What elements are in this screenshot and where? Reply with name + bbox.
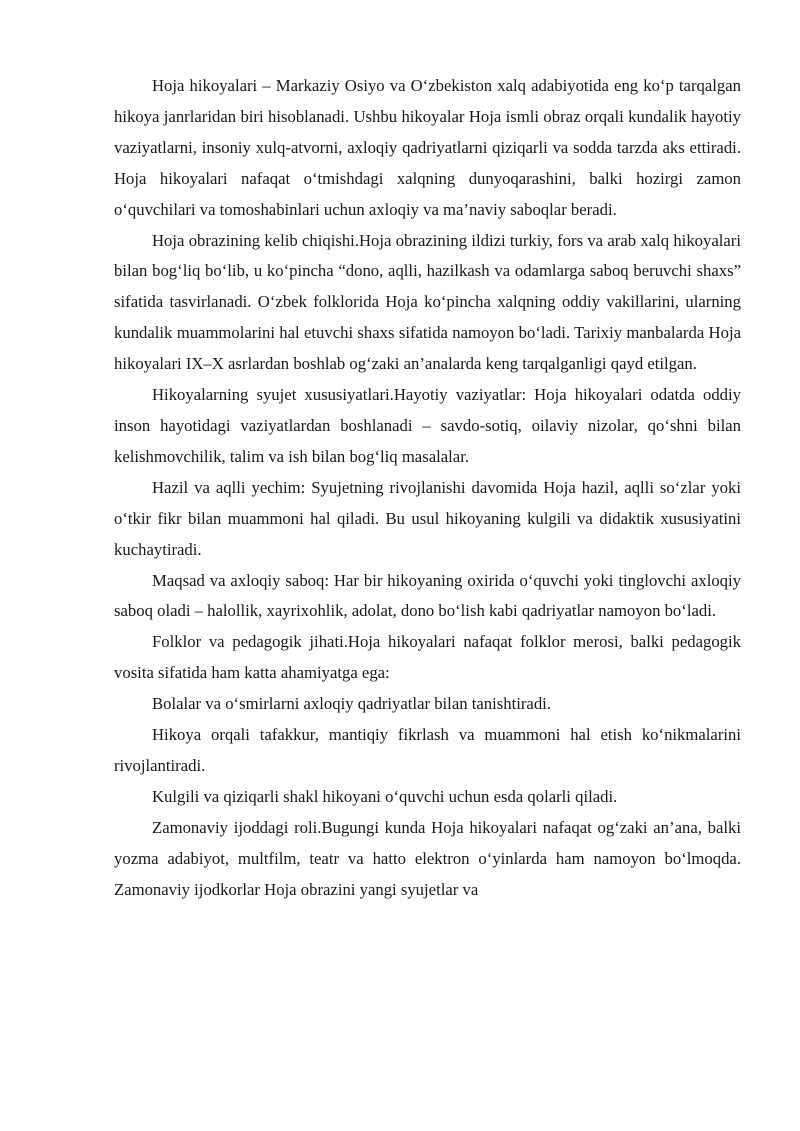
document-body	[114, 71, 741, 905]
paragraph-intro: Hoja hikoyalari – Markaziy Osiyo va O‘zbekiston xalq adabiyotida eng ko‘p tarqalgan hikoya janrlaridan biri hisoblanadi. Ushbu hikoyalar Hoja ismli obraz orqali kundalik hayotiy vaziyatlarni, insoniy xulq-atvorni, axloqiy qadriyatlarni qiziqarli va sodda tarzda aks ettiradi. Hoja hikoyalari nafaqat o‘tmishdagi xalqning dunyoqarashini, balki hozirgi zamon o‘quvchilari va tomoshabinlari uchun axloqiy va ma’naviy saboqlar beradi.	[114, 76, 741, 219]
paragraph-memorable-form: Kulgili va qiziqarli shakl hikoyani o‘quvchi uchun esda qolarli qiladi.	[152, 786, 618, 806]
paragraph-origin: Hoja obrazining kelib chiqishi.Hoja obrazining ildizi turkiy, fors va arab xalq hikoyalari bilan bog‘liq bo‘lib, u ko‘pincha “dono, aqlli, hazilkash va odamlarga saboq beruvchi shaxs” sifatida tasvirlanadi. O‘zbek folklorida Hoja ko‘pincha xalqning oddiy vakillarini, ularning kundalik muammolarini hal etuvchi shaxs sifatida namoyon bo‘ladi. Tarixiy manbalarda Hoja hikoyalari IX–X asrlardan boshlab og‘zaki an’analarda keng tarqalganligi qayd etilgan.	[114, 230, 741, 374]
paragraph-folklore-pedagogy: Folklor va pedagogik jihati.Hoja hikoyalari nafaqat folklor merosi, balki pedagogik vosita sifatida ham katta ahamiyatga ega:	[114, 632, 741, 683]
paragraph-modern-role: Zamonaviy ijoddagi roli.Bugungi kunda Hoja hikoyalari nafaqat og‘zaki an’ana, balki yozma adabiyot, multfilm, teatr va hatto elektron o‘yinlarda ham namoyon bo‘lmoqda. Zamonaviy ijodkorlar Hoja obrazini yangi syujetlar va	[114, 817, 741, 899]
paragraph-moral-lesson: Maqsad va axloqiy saboq: Har bir hikoyaning oxirida o‘quvchi yoki tinglovchi axloqiy saboq oladi – halollik, xayrixohlik, adolat, dono bo‘lish kabi qadriyatlar namoyon bo‘ladi.	[114, 570, 741, 621]
paragraph-thinking-skills: Hikoya orqali tafakkur, mantiqiy fikrlash va muammoni hal etish ko‘nikmalarini rivojlantiradi.	[114, 725, 741, 775]
paragraph-children-values: Bolalar va o‘smirlarni axloqiy qadriyatlar bilan tanishtiradi.	[152, 694, 551, 714]
paragraph-humor-solution: Hazil va aqlli yechim: Syujetning rivojlanishi davomida Hoja hazil, aqlli so‘zlar yoki o‘tkir fikr bilan muammoni hal qiladi. Bu usul hikoyaning kulgili va didaktik xususiyatini kuchaytiradi.	[114, 477, 741, 559]
paragraph-plot-features: Hikoyalarning syujet xususiyatlari.Hayotiy vaziyatlar: Hoja hikoyalari odatda oddiy inson hayotidagi vaziyatlardan boshlanadi – savdo-sotiq, oilaviy nizolar, qo‘shni bilan kelishmovchilik, talim va ish bilan bog‘liq masalalar.	[114, 385, 741, 466]
